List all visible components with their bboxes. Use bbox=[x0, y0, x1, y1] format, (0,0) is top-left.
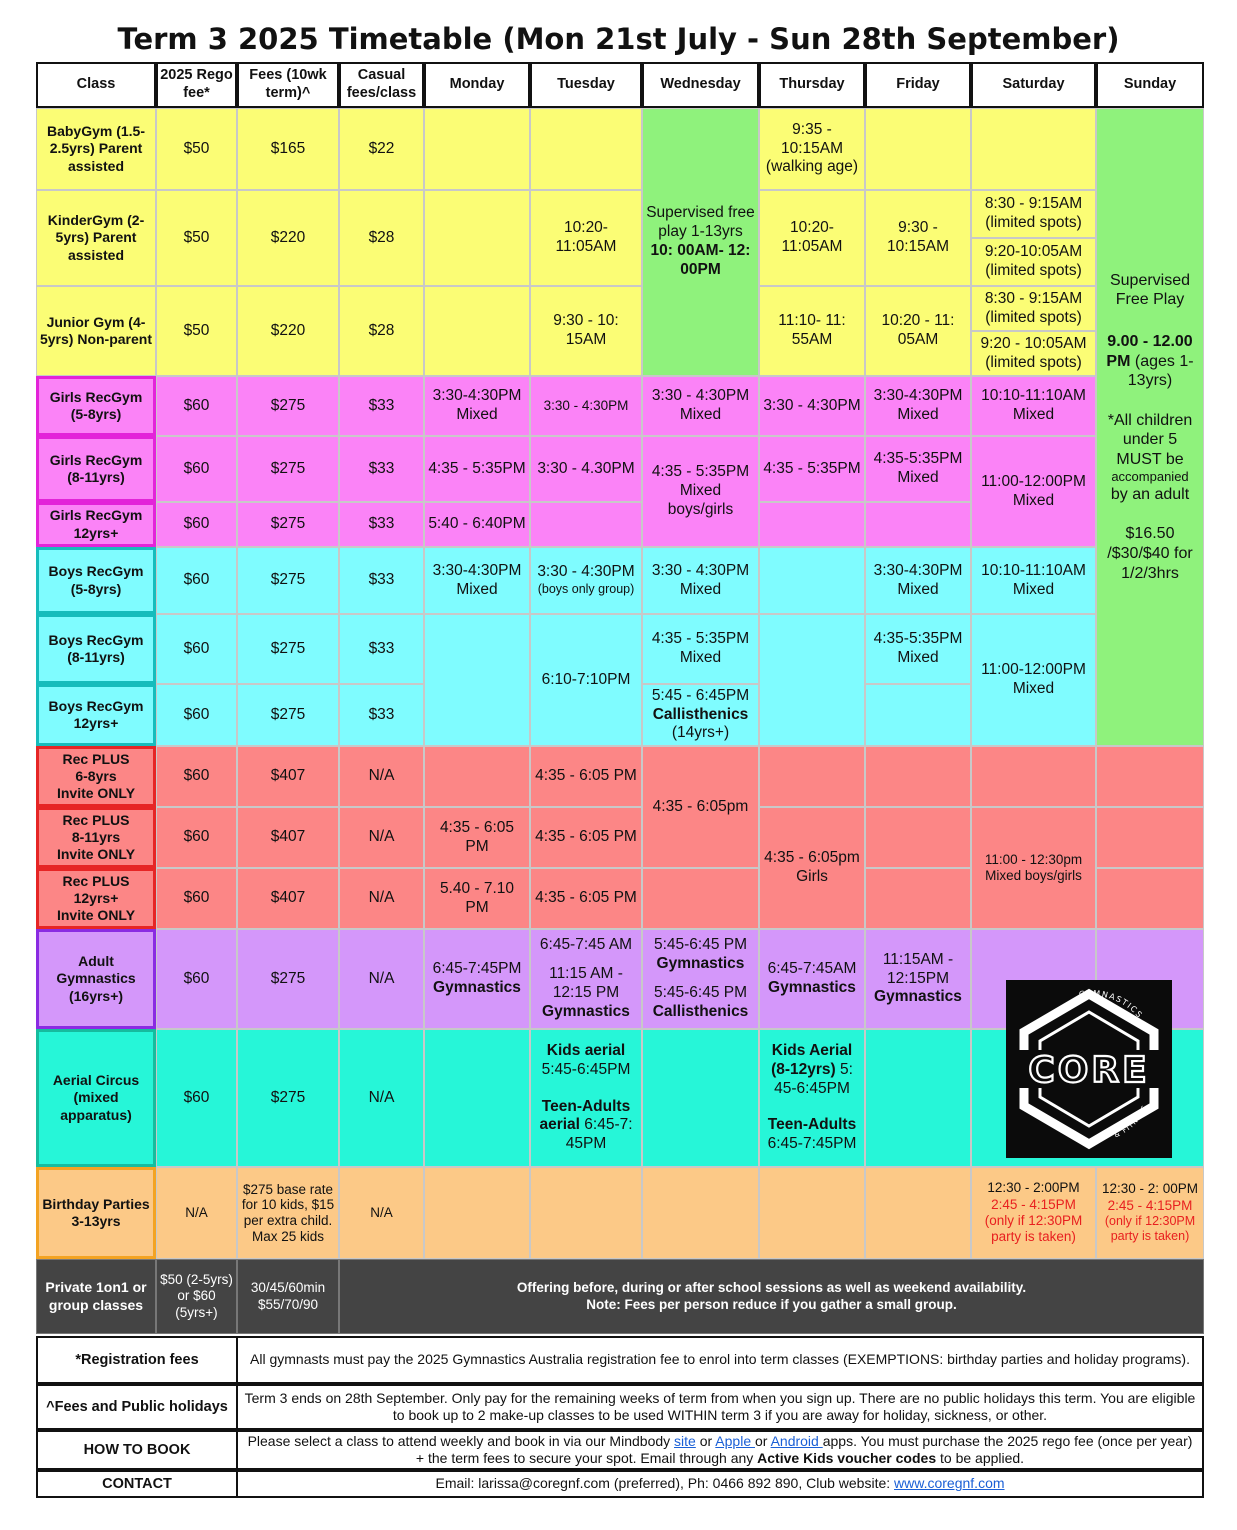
session-note: (only if 12:30PM party is taken) bbox=[1104, 1214, 1196, 1244]
session-time: 6:45-7:45 AM bbox=[539, 936, 633, 954]
session-cell bbox=[1096, 868, 1204, 929]
sunday-free-play bbox=[1096, 108, 1204, 746]
book-text: to be applied. bbox=[936, 1450, 1025, 1466]
club-website-link[interactable]: www.coregnf.com bbox=[894, 1475, 1005, 1492]
class-boys-recgym-5-8: Boys RecGym (5-8yrs) bbox=[36, 547, 156, 614]
session-cell bbox=[865, 807, 971, 868]
session-time: 6:45-7: 45PM bbox=[565, 1116, 633, 1153]
term-fee bbox=[237, 1259, 339, 1334]
session-cell: 11:00 - 12:30pm Mixed boys/girls bbox=[971, 807, 1096, 929]
class-girls-recgym-5-8: Girls RecGym (5-8yrs) bbox=[36, 376, 156, 436]
rego-fee: $60 bbox=[156, 547, 237, 614]
session-cell: 4:35 - 6:05 PM bbox=[530, 746, 642, 807]
session-cell bbox=[971, 108, 1096, 190]
session-cell: 4:35-5:35PM Mixed bbox=[865, 436, 971, 502]
header-sunday: Sunday bbox=[1096, 62, 1204, 108]
term-fee: $165 bbox=[237, 108, 339, 190]
book-text: Please select a class to attend weekly and book in via our Mindbody bbox=[247, 1432, 675, 1449]
header-wednesday: Wednesday bbox=[642, 62, 759, 108]
session-cell bbox=[424, 614, 530, 746]
session-cell: 4:35 - 6:05 PM bbox=[530, 868, 642, 929]
casual-fee: N/A bbox=[339, 868, 424, 929]
session-cell: 3:30 - 4.30PM bbox=[530, 436, 642, 502]
header-rego-fee: 2025 Rego fee* bbox=[156, 62, 237, 108]
class-name: Rec PLUS bbox=[62, 872, 130, 889]
class-age: 8-11yrs bbox=[71, 828, 121, 845]
casual-fee: $22 bbox=[339, 108, 424, 190]
session-cell: 4:35 - 5:35PM bbox=[759, 436, 865, 502]
sunday-time: 9.00 - 12.00 PM bbox=[1106, 333, 1193, 370]
session-cell bbox=[642, 929, 759, 1029]
rego-fee: $60 bbox=[156, 376, 237, 436]
session-cell bbox=[865, 746, 971, 807]
class-aerial-circus: Aerial Circus (mixed apparatus) bbox=[36, 1029, 156, 1167]
page-title: Term 3 2025 Timetable (Mon 21st July - Sun 28th September) bbox=[117, 22, 1120, 56]
casual-fee: N/A bbox=[339, 807, 424, 868]
footer-book-text bbox=[238, 1430, 1204, 1470]
session-cell bbox=[865, 868, 971, 929]
session-cell bbox=[424, 108, 530, 190]
casual-fee: N/A bbox=[339, 746, 424, 807]
term-fee: $407 bbox=[237, 746, 339, 807]
session-name: Callisthenics bbox=[652, 705, 749, 723]
logo-ring-bottom: & FITNESS bbox=[1112, 1103, 1150, 1140]
session-age: (14yrs+) bbox=[671, 724, 730, 742]
class-boys-recgym-12: Boys RecGym 12yrs+ bbox=[36, 684, 156, 746]
class-age: 3-13yrs bbox=[71, 1213, 121, 1229]
sunday-note: *All children under 5 MUST be bbox=[1107, 411, 1193, 468]
core-logo-graphic bbox=[1006, 980, 1172, 1158]
casual-fee: $33 bbox=[339, 376, 424, 436]
header-thursday: Thursday bbox=[759, 62, 865, 108]
mindbody-site-link[interactable]: site bbox=[674, 1432, 696, 1449]
sunday-free-play-label: Supervised Free Play bbox=[1109, 271, 1191, 309]
session-cell: 10:10-11:10AM Mixed bbox=[971, 376, 1096, 436]
casual-fee: $33 bbox=[339, 436, 424, 502]
session-cell bbox=[971, 746, 1096, 807]
session-cell: 3:30 - 4:30PM Mixed bbox=[642, 376, 759, 436]
term-fee: $275 bbox=[237, 684, 339, 746]
session-name: Kids aerial bbox=[546, 1041, 626, 1059]
rego-fee: $60 bbox=[156, 684, 237, 746]
casual-fee: $33 bbox=[339, 547, 424, 614]
session-time: 12:30 - 2: 00PM bbox=[1101, 1181, 1199, 1197]
session-cell bbox=[759, 746, 865, 807]
session-time: 11:15 AM - 12:15 PM bbox=[549, 965, 623, 1001]
session-cell: 4:35 - 5:35PM bbox=[424, 436, 530, 502]
session-name: Teen-Adults bbox=[767, 1116, 857, 1134]
book-text: apps. You must purchase the 2025 rego fee (once per year) + the term fees to secure your spot. Email through any bbox=[415, 1432, 1193, 1466]
header-fees: Fees (10wk term)^ bbox=[237, 62, 339, 108]
class-rec-plus-6-8 bbox=[36, 746, 156, 807]
private-note bbox=[339, 1259, 1204, 1334]
session-cell bbox=[759, 547, 865, 614]
term-fee: $275 bbox=[237, 502, 339, 547]
session-cell: 9:30 - 10: 15AM bbox=[530, 286, 642, 376]
android-app-link[interactable]: Android bbox=[770, 1432, 823, 1449]
session-time: 3:30 - 4:30PM bbox=[537, 563, 635, 581]
session-cell: 9:30 - 10:15AM bbox=[865, 190, 971, 286]
casual-fee: $33 bbox=[339, 502, 424, 547]
session-cell bbox=[424, 1167, 530, 1259]
session-cell bbox=[424, 746, 530, 807]
session-name: Gymnastics bbox=[433, 979, 521, 996]
rego-fee: $50 bbox=[156, 108, 237, 190]
session-cell: 3:30-4:30PM Mixed bbox=[424, 547, 530, 614]
class-age: 6-8yrs bbox=[75, 767, 117, 784]
class-note: Invite ONLY bbox=[56, 907, 136, 924]
session-name: Gymnastics bbox=[768, 979, 856, 996]
class-note: Invite ONLY bbox=[56, 785, 136, 802]
class-rec-plus-12 bbox=[36, 868, 156, 929]
session-cell: 10:10-11:10AM Mixed bbox=[971, 547, 1096, 614]
session-cell: 4:35 - 6:05 PM bbox=[530, 807, 642, 868]
session-cell bbox=[865, 1167, 971, 1259]
session-cell: 11:00-12:00PM Mixed bbox=[971, 436, 1096, 547]
header-monday: Monday bbox=[424, 62, 530, 108]
session-time: 5:45-6:45 PM bbox=[653, 984, 748, 1001]
casual-fee: N/A bbox=[339, 929, 424, 1029]
session-cell bbox=[865, 929, 971, 1029]
session-time: 12:30 - 2:00PM bbox=[987, 1180, 1080, 1196]
session-cell: 3:30-4:30PM Mixed bbox=[865, 376, 971, 436]
session-cell: 3:30-4:30PM Mixed bbox=[865, 547, 971, 614]
session-name: Callisthenics bbox=[652, 1002, 749, 1020]
class-adult-gymnastics: Adult Gymnastics (16yrs+) bbox=[36, 929, 156, 1029]
session-cell bbox=[865, 684, 971, 746]
rego-fee: N/A bbox=[156, 1167, 237, 1259]
header-saturday: Saturday bbox=[971, 62, 1096, 108]
book-text: or bbox=[695, 1432, 716, 1449]
session-cell: 8:30 - 9:15AM (limited spots) bbox=[971, 190, 1096, 238]
session-cell: 4:35 - 5:35PM Mixed boys/girls bbox=[642, 436, 759, 547]
casual-fee: $28 bbox=[339, 190, 424, 286]
session-time: 6:45-7:45PM bbox=[767, 1135, 857, 1153]
sunday-price: $16.50 /$30/$40 for 1/2/3hrs bbox=[1107, 525, 1193, 582]
session-time: 6:45-7:45AM bbox=[767, 960, 857, 978]
class-girls-recgym-12: Girls RecGym 12yrs+ bbox=[36, 502, 156, 547]
term-fee: $220 bbox=[237, 190, 339, 286]
session-cell bbox=[424, 929, 530, 1029]
casual-fee: $28 bbox=[339, 286, 424, 376]
session-cell bbox=[1096, 1167, 1204, 1259]
voucher-codes: Active Kids voucher codes bbox=[757, 1450, 937, 1466]
session-cell bbox=[642, 868, 759, 929]
rego-fee: $50 bbox=[156, 286, 237, 376]
header-casual: Casual fees/class bbox=[339, 62, 424, 108]
term-fee: $407 bbox=[237, 807, 339, 868]
contact-text: Email: larissa@coregnf.com (preferred), Ph: 0466 892 890, Club website: bbox=[435, 1475, 895, 1492]
session-cell: 4:35 - 6:05 PM bbox=[424, 807, 530, 868]
class-name: Birthday Parties bbox=[42, 1195, 150, 1212]
casual-fee: $33 bbox=[339, 684, 424, 746]
session-time: 11:15AM - 12:15PM bbox=[882, 950, 954, 987]
session-cell bbox=[424, 190, 530, 286]
session-time: 2:45 - 4:15PM bbox=[991, 1196, 1076, 1212]
session-cell: 4:35 - 5:35PM Mixed bbox=[642, 614, 759, 684]
class-name: Rec PLUS bbox=[62, 750, 130, 767]
rego-fee: $60 bbox=[156, 614, 237, 684]
rego-fee: $60 bbox=[156, 436, 237, 502]
term-fee: $275 bbox=[237, 436, 339, 502]
session-cell bbox=[424, 1029, 530, 1167]
header-tuesday: Tuesday bbox=[530, 62, 642, 108]
session-cell: 9:35 - 10:15AM (walking age) bbox=[759, 108, 865, 190]
session-cell: 10:20- 11:05AM bbox=[530, 190, 642, 286]
session-cell bbox=[642, 1167, 759, 1259]
session-cell bbox=[759, 614, 865, 746]
header-class: Class bbox=[36, 62, 156, 108]
session-name: Kids Aerial (8-12yrs) bbox=[771, 1041, 853, 1078]
session-cell: 11:10- 11: 55AM bbox=[759, 286, 865, 376]
footer-reg-text: All gymnasts must pay the 2025 Gymnastics Australia registration fee to enrol into term classes (EXEMPTIONS: birthday parties and holiday programs). bbox=[238, 1336, 1204, 1384]
class-age: 12yrs+ bbox=[73, 889, 119, 906]
term-fee: $220 bbox=[237, 286, 339, 376]
session-cell bbox=[1096, 807, 1204, 868]
casual-fee: N/A bbox=[339, 1029, 424, 1167]
rego-fee: $60 bbox=[156, 746, 237, 807]
footer-contact-label: CONTACT bbox=[36, 1470, 238, 1498]
rego-fee: $60 bbox=[156, 929, 237, 1029]
session-cell: 4:35-5:35PM Mixed bbox=[865, 614, 971, 684]
class-girls-recgym-8-11: Girls RecGym (8-11yrs) bbox=[36, 436, 156, 502]
session-name: Teen-Adults aerial bbox=[539, 1097, 631, 1134]
term-fee: $275 bbox=[237, 929, 339, 1029]
session-cell bbox=[865, 502, 971, 547]
session-cell bbox=[759, 1167, 865, 1259]
session-time: 6:45-7:45PM bbox=[432, 960, 522, 978]
casual-fee: N/A bbox=[339, 1167, 424, 1259]
wednesday-free-play bbox=[642, 108, 759, 376]
free-play-time: 10: 00AM- 12: 00PM bbox=[650, 242, 751, 278]
session-note: (only if 12:30PM party is taken) bbox=[984, 1213, 1083, 1245]
footer-book-label: HOW TO BOOK bbox=[36, 1430, 238, 1470]
term-fee: $275 bbox=[237, 1029, 339, 1167]
session-cell bbox=[530, 502, 642, 547]
session-cell bbox=[759, 1029, 865, 1167]
class-name: Rec PLUS bbox=[62, 811, 130, 828]
sunday-ages: (ages 1-13yrs) bbox=[1127, 352, 1194, 390]
session-cell bbox=[642, 684, 759, 746]
rego-fee: $50 (2-5yrs) or $60 (5yrs+) bbox=[156, 1259, 237, 1334]
session-note: (boys only group) bbox=[537, 582, 635, 597]
sunday-note-small: accompanied bbox=[1111, 469, 1189, 485]
class-private: Private 1on1 or group classes bbox=[36, 1259, 156, 1334]
logo-wordmark: CORE bbox=[1028, 1050, 1150, 1091]
footer-holidays-label: ^Fees and Public holidays bbox=[36, 1384, 238, 1430]
header-friday: Friday bbox=[865, 62, 971, 108]
fee-prices: $55/70/90 bbox=[257, 1296, 319, 1312]
session-cell bbox=[424, 286, 530, 376]
term-fee: $275 base rate for 10 kids, $15 per extra child. Max 25 kids bbox=[237, 1167, 339, 1259]
free-play-label: Supervised free play 1-13yrs bbox=[646, 204, 755, 241]
session-cell: 11:00-12:00PM Mixed bbox=[971, 614, 1096, 746]
apple-app-link[interactable]: Apple bbox=[715, 1432, 755, 1449]
private-note-line1: Offering before, during or after school sessions as well as weekend availability. bbox=[516, 1280, 1027, 1296]
private-note-line2: Note: Fees per person reduce if you gather a small group. bbox=[586, 1296, 957, 1312]
rego-fee: $50 bbox=[156, 190, 237, 286]
term-fee: $275 bbox=[237, 376, 339, 436]
session-cell: 9:20-10:05AM (limited spots) bbox=[971, 238, 1096, 286]
session-cell: 4:35 - 6:05pm Girls bbox=[759, 807, 865, 929]
class-juniorgym: Junior Gym (4-5yrs) Non-parent bbox=[36, 286, 156, 376]
term-fee: $275 bbox=[237, 547, 339, 614]
session-cell bbox=[530, 1029, 642, 1167]
session-cell bbox=[530, 1167, 642, 1259]
rego-fee: $60 bbox=[156, 868, 237, 929]
session-cell: 6:10-7:10PM bbox=[530, 614, 642, 746]
session-cell: 8:30 - 9:15AM (limited spots) bbox=[971, 286, 1096, 331]
session-cell: 9:20 - 10:05AM (limited spots) bbox=[971, 331, 1096, 376]
session-time: 5: 45-6:45PM bbox=[774, 1060, 853, 1097]
class-rec-plus-8-11 bbox=[36, 807, 156, 868]
session-cell bbox=[759, 502, 865, 547]
session-cell bbox=[1096, 746, 1204, 807]
book-text: or bbox=[755, 1432, 771, 1449]
footer-reg-label: *Registration fees bbox=[36, 1336, 238, 1384]
term-fee: $407 bbox=[237, 868, 339, 929]
rego-fee: $60 bbox=[156, 1029, 237, 1167]
logo-ring-top: GYMNASTICS bbox=[1078, 988, 1145, 1021]
session-cell: 10:20 - 11: 05AM bbox=[865, 286, 971, 376]
footer-contact-text bbox=[238, 1470, 1204, 1498]
session-name: Gymnastics bbox=[656, 955, 745, 973]
class-kindergym: KinderGym (2-5yrs) Parent assisted bbox=[36, 190, 156, 286]
session-time: 5:45-6:45PM bbox=[541, 1060, 631, 1078]
session-time: 5:45-6:45 PM bbox=[653, 936, 748, 954]
session-cell: 3:30 - 4:30PM bbox=[759, 376, 865, 436]
rego-fee: $60 bbox=[156, 807, 237, 868]
session-time: 5:45 - 6:45PM bbox=[651, 686, 750, 704]
session-time: 2:45 - 4:15PM bbox=[1107, 1197, 1193, 1213]
session-name: Gymnastics bbox=[874, 988, 962, 1006]
class-babygym: BabyGym (1.5-2.5yrs) Parent assisted bbox=[36, 108, 156, 190]
term-fee: $275 bbox=[237, 614, 339, 684]
sunday-note-2: by an adult bbox=[1110, 485, 1190, 503]
class-note: Invite ONLY bbox=[56, 846, 136, 863]
footer-holidays-text: Term 3 ends on 28th September. Only pay for the remaining weeks of term from when you sign up. There are no public holidays this term. You are eligible to book up to 2 make-up classes to be used WITHIN term 3 if you are away for holiday, sickness, or other. bbox=[238, 1384, 1204, 1430]
session-cell: 5:40 - 6:40PM bbox=[424, 502, 530, 547]
session-cell bbox=[530, 929, 642, 1029]
session-cell bbox=[759, 929, 865, 1029]
class-boys-recgym-8-11: Boys RecGym (8-11yrs) bbox=[36, 614, 156, 684]
session-cell bbox=[971, 1167, 1096, 1259]
session-cell: 4:35 - 6:05pm bbox=[642, 746, 759, 868]
session-cell: 3:30 - 4:30PM Mixed bbox=[642, 547, 759, 614]
session-cell: 3:30-4:30PM Mixed bbox=[424, 376, 530, 436]
session-cell bbox=[530, 547, 642, 614]
session-cell: 5.40 - 7.10 PM bbox=[424, 868, 530, 929]
session-cell bbox=[865, 1029, 971, 1167]
session-name: Gymnastics bbox=[542, 1002, 630, 1020]
fee-durations: 30/45/60min bbox=[250, 1280, 326, 1296]
session-cell: 10:20- 11:05AM bbox=[759, 190, 865, 286]
session-cell bbox=[530, 108, 642, 190]
session-cell bbox=[865, 108, 971, 190]
casual-fee: $33 bbox=[339, 614, 424, 684]
session-cell: 3:30 - 4:30PM bbox=[530, 376, 642, 436]
session-cell bbox=[642, 1029, 759, 1167]
class-birthday-parties bbox=[36, 1167, 156, 1259]
rego-fee: $60 bbox=[156, 502, 237, 547]
core-logo bbox=[1006, 980, 1172, 1158]
